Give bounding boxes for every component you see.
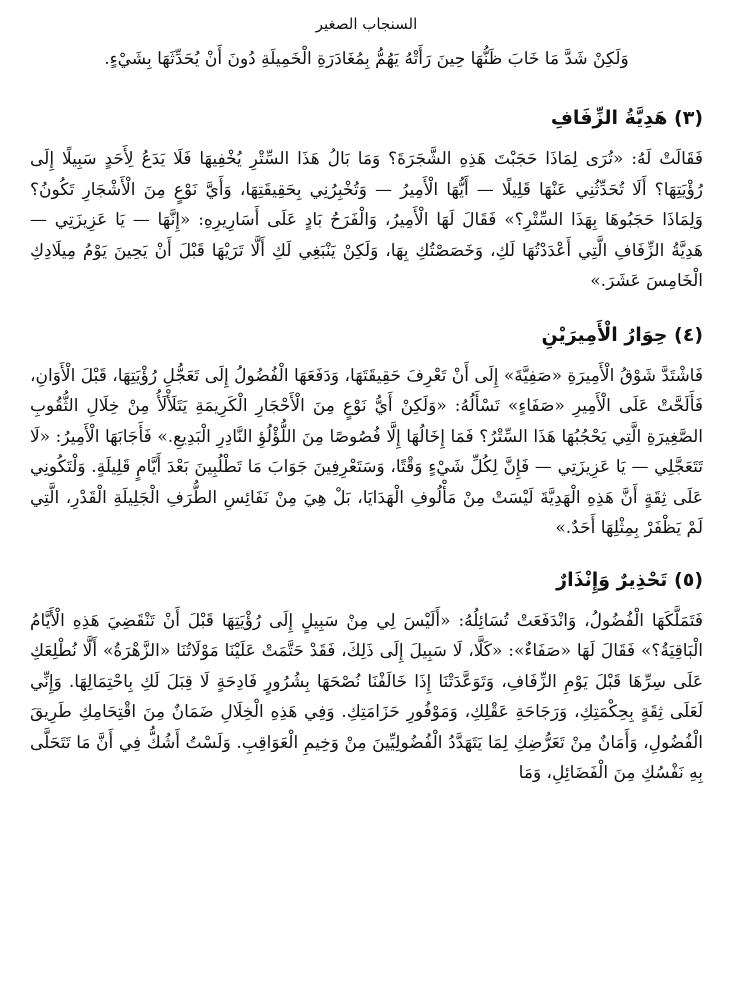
section-wedding-gift <box>30 104 703 297</box>
section-paragraph: فَقَالَتْ لَهُ: «تُرَى لِمَاذَا حَجَبْتَ هَذِهِ الشَّجَرَةَ؟ وَمَا بَالُ هَذَا السِّتْرِ يُخْفِيهَا فَلَا يَدَعُ لِأَحَدٍ سَبِيلًا إِلَى رُؤْيَتِهَا؟ أَلَا تُحَدِّثُنِي عَنْهَا قَلِيلًا — أَيُّهَا الْأَمِيرُ — وَتُخْبِرُنِي بِحَقِيقَتِهَا، وَأَيَّ نَوْعٍ مِنَ الْأَشْجَارِ تَكُونُ؟ وَلِمَاذَا حَجَبُوهَا بِهَذَا السِّتْرِ؟» فَقَالَ لَهَا الْأَمِيرُ، وَالْفَرَحُ بَادٍ عَلَى أَسَارِيرِهِ: «إِنَّهَا — يَا عَزِيزَتِي — هَدِيَّةُ الزِّفَافِ الَّتِي أَعْدَدْتُهَا لَكِ، وَخَصَصْتُكِ بِهَا، وَلَكِنْ يَنْبَغِي لَكِ أَلَّا تَرَيْهَا قَبْلَ أَنْ يَحِينَ يَوْمُ مِيلَادِكِ الْخَامِسَ عَشَرَ.» <box>30 149 703 291</box>
section-paragraph: فَتَمَلَّكَهَا الْفُضُولُ، وَانْدَفَعَتْ تُسَائِلُهُ: «أَلَيْسَ لِي مِنْ سَبِيلٍ إِلَى رُؤْيَتِهَا قَبْلَ أَنْ تَنْقَضِيَ هَذِهِ الْأَيَّامُ الْبَاقِيَةُ؟» فَقَالَ لَهَا «صَفَاءٌ»: «كَلَّا، لَا سَبِيلَ إِلَى ذَلِكَ، فَقَدْ حَتَّمَتْ عَلَيْنَا مَوْلَاتُنَا «الزَّهْرَةُ» أَلَّا نُطْلِعَكِ عَلَى سِرِّهَا قَبْلَ يَوْمِ الزِّفَافِ، وَتَوَعَّدَتْنَا إِذَا خَالَفْنَا نُصْحَهَا بِشُرُورٍ فَادِحَةٍ لَا قِبَلَ لَكِ بِاحْتِمَالِهَا. وَإِنِّي لَعَلَى ثِقَةٍ بِحِكْمَتِكِ، وَرَجَاحَةِ عَقْلِكِ، وَمَوْفُورِ حَزَامَتِكِ. وَفِي هَذِهِ الْخِلَالِ ضَمَانٌ مِنَ اقْتِحَامِكِ طَرِيقَ الْفُضُولِ، وَأَمَانٌ مِنْ تَعَرُّضِكِ لِمَا يَتَهَدَّدُ الْفُضُولِيِّينَ مِنْ وَخِيمِ الْعَوَاقِبِ. وَلَسْتُ أَشُكُّ فِي أَنَّ مَا تَتَحَلَّى بِهِ نَفْسُكِ مِنَ الْفَضَائِلِ، وَمَا <box>30 610 703 783</box>
intro-line: وَلَكِنْ شَدَّ مَا خَابَ ظَنُّهَا حِينَ رَأَتْهُ يَهُمُّ بِمُغَادَرَةِ الْخَمِيلَةِ دُونَ أَنْ يُحَدِّثَهَا بِشَيْءٍ. <box>104 49 629 69</box>
section-princes-dialogue <box>30 321 703 544</box>
section-title: (٥) تَحْذِيرٌ وَإِنْذَارٌ <box>556 568 703 591</box>
section-title: (٣) هَدِيَّةُ الزِّفَافِ <box>550 107 703 129</box>
section-paragraph: فَاشْتَدَّ شَوْقُ الْأَمِيرَةِ «صَفِيَّةَ» إِلَى أَنْ تَعْرِفَ حَقِيقَتَهَا، وَدَفَعَهَا الْفُضُولُ إِلَى تَعَجُّلِ رُؤْيَتِهَا، قَبْلَ الْأَوَانِ، فَأَلَحَّتْ عَلَى الْأَمِيرِ «صَفَاءٍ» تَسْأَلُهُ: «وَلَكِنْ أَيُّ نَوْعٍ مِنَ الْأَحْجَارِ الْكَرِيمَةِ يَتَلَأْلَأُ مِنْ خِلَالِ الثُّقُوبِ الصَّغِيرَةِ الَّتِي يَحْجُبُهَا هَذَا السِّتْرُ؟ فَمَا إِخَالُهَا إِلَّا فُصُوصًا مِنَ اللُّؤْلُؤِ النَّادِرِ الْبَدِيعِ.» فَأَجَابَهَا الْأَمِيرُ: «لَا تَتَعَجَّلِي — يَا عَزِيزَتِي — فَإِنَّ لِكُلِّ شَيْءٍ وَقْتًا، وَسَتَعْرِفِينَ جَوَابَ مَا تَطْلُبِينَ بَعْدَ أَيَّامٍ قَلِيلَةٍ. وَلْتَكُونِي عَلَى ثِقَةٍ أَنَّ هَذِهِ الْهَدِيَّةَ لَيْسَتْ مِنْ مَأْلُوفِ الْهَدَايَا، بَلْ هِيَ مِنْ نَفَائِسِ الطُّرَفِ الْجَلِيلَةِ الْقَدْرِ، الَّتِي لَمْ يَظْفَرْ بِمِثْلِهَا أَحَدٌ.» <box>30 365 704 538</box>
running-header: السنجاب الصغير <box>315 15 418 33</box>
section-title: (٤) حِوَارُ الْأَمِيرَيْنِ <box>541 323 703 346</box>
section-warning <box>30 566 703 789</box>
